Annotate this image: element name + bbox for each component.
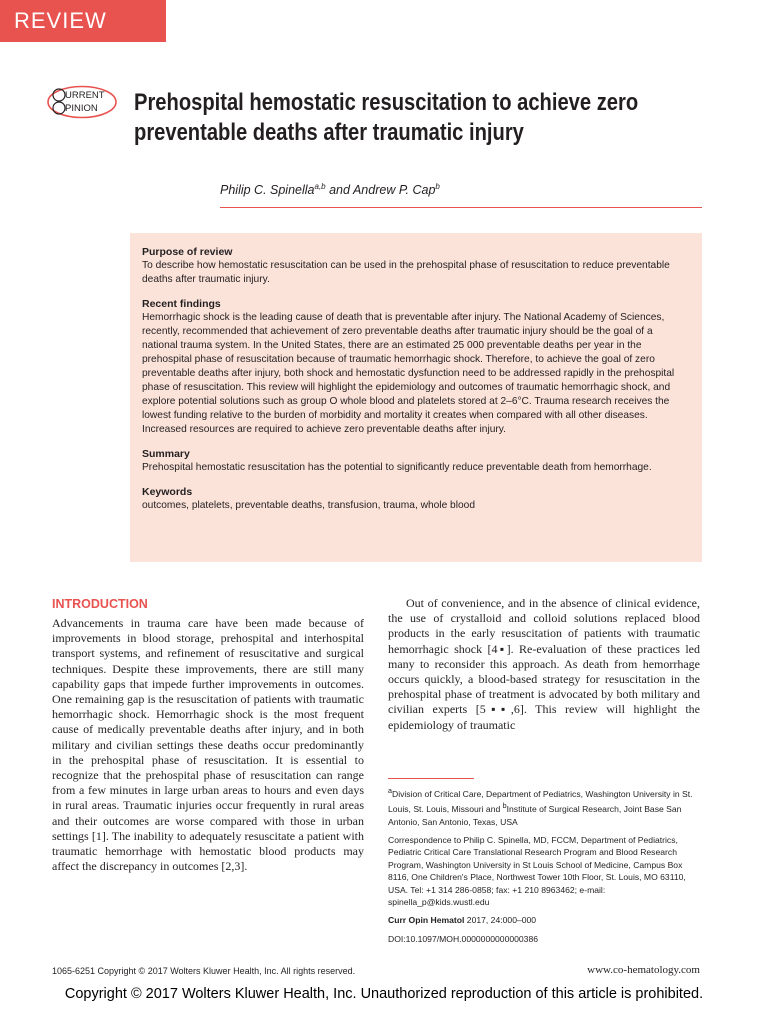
purpose-text: To describe how hemostatic resuscitation can be used in the prehospital phase of resuscitation to reduce preventable deaths after traumatic injury. [142, 260, 670, 285]
keywords-heading: Keywords [142, 486, 193, 498]
review-tag: REVIEW [0, 0, 166, 42]
findings-heading: Recent findings [142, 298, 221, 310]
author-1: Philip C. Spinella [220, 183, 315, 198]
current-opinion-logo [46, 84, 118, 120]
purpose-heading: Purpose of review [142, 246, 233, 258]
introduction-heading: INTRODUCTION [52, 597, 148, 611]
doi: DOI:10.1097/MOH.0000000000000386 [388, 933, 539, 944]
keywords-text: outcomes, platelets, preventable deaths, transfusion, trauma, whole blood [142, 500, 475, 511]
logo-line-2: PINION [65, 103, 98, 114]
author-divider [220, 207, 702, 208]
author-line [220, 182, 440, 197]
logo-line-1: URRENT [65, 90, 105, 101]
author-2: and Andrew P. Cap [325, 183, 436, 198]
copyright-notice: Copyright © 2017 Wolters Kluwer Health, Inc. Unauthorized reproduction of this article is prohibited. [64, 986, 704, 1002]
summary-text: Prehospital hemostatic resuscitation has the potential to significantly reduce preventable death from hemorrhage. [142, 462, 652, 473]
article-title: Prehospital hemostatic resuscitation to achieve zero preventable deaths after traumatic injury [134, 89, 639, 146]
abstract-box [130, 233, 702, 562]
introduction-paragraph: Advancements in trauma care have been made because of improvements in blood storage, prehospital and interhospital transport systems, and refinement of resuscitative and surgical techniques. Despite these improvements, there are still many capability gaps that impede further improvements in outcomes. One remaining gap is the resuscitation of patients with traumatic hemorrhagic shock. Hemorrhagic shock is the most frequent cause of medically preventable deaths after injury, and in both military and civilian settings these deaths occur predominantly in the prehospital phase of resuscitation. It is essential to recognize that the prehospital phase of resuscitation can range from a few minutes in large urban areas to hours and even days in rural areas. Traumatic injuries occur frequently in rural areas and their outcomes are worse compared with those in urban settings [1]. The inability to adequately resuscitate a patient with traumatic hemorrhage with hemostatic blood products may affect the discrepancy in outcomes [2,3]. [52, 616, 364, 874]
author-1-affiliation: a,b [314, 182, 326, 191]
footer-website: www.co-hematology.com [587, 964, 700, 976]
journal-citation: Curr Opin Hematol 2017, 24:000–000 [388, 915, 537, 926]
author-2-affiliation: b [435, 182, 440, 191]
footnote-divider [388, 778, 474, 779]
footnotes [388, 778, 704, 951]
findings-text: Hemorrhagic shock is the leading cause of death that is preventable after injury. The National Academy of Sciences, recently, recommended that achievement of zero preventable deaths after traumatic injury should be the goal of a national trauma system. In the United States, there are an estimated 25 000 preventable deaths per year in the prehospital phase of resuscitation because of traumatic hemorrhagic shock. Therefore, to achieve the goal of zero preventable deaths after injury, both shock and hemostatic dysfunction need to be addressed rapidly in the prehospital phase of resuscitation. This review will highlight the epidemiology and outcomes of traumatic hemorrhagic shock, and explore potential solutions such as group O whole blood and platelets stored at 2–6°C. Trauma research receives the lowest funding relative to the burden of morbidity and mortality it creates when compared with all other diseases. Increased resources are required to achieve zero preventable deaths after injury. [142, 312, 675, 435]
body-paragraph: Out of convenience, and in the absence of clinical evidence, the use of crystalloid and colloid solutions replaced blood products in the early resuscitation of patients with traumatic hemorrhagic shock [4▪]. Re-evaluation of these practices led many to reconsider this approach. As death from hemorrhage occurs quickly, a blood-based strategy for resuscitation in the prehospital phase of treatment is advocated by both military and civilian experts [5▪▪,6]. This review will highlight the epidemiology of traumatic [388, 596, 700, 732]
body-column-right [388, 596, 700, 733]
summary-heading: Summary [142, 448, 190, 460]
correspondence: Correspondence to Philip C. Spinella, MD, FCCM, Department of Pediatrics, Pediatric Critical Care Translational Research Program and Blood Research Program, Washington University in St Louis School of Medicine, Campus Box 8116, One Children's Place, Northwest Tower 10th Floor, St. Louis, MO 63110, USA. Tel: +1 314 286-0858; fax: +1 210 8963462; e-mail: spinella_p@kids.wustl.edu [388, 834, 686, 907]
footer-copyright: 1065-6251 Copyright © 2017 Wolters Kluwer Health, Inc. All rights reserved. [52, 966, 356, 976]
body-column-left [52, 596, 364, 874]
affiliations: $^a$Division of Critical Care, Department of Pediatrics, Washington University in St. Louis, St. Louis, Missouri and $^b$Institute of Surgical Research, Joint Base San Antonio, San Antonio, Texas, USA [388, 787, 693, 827]
